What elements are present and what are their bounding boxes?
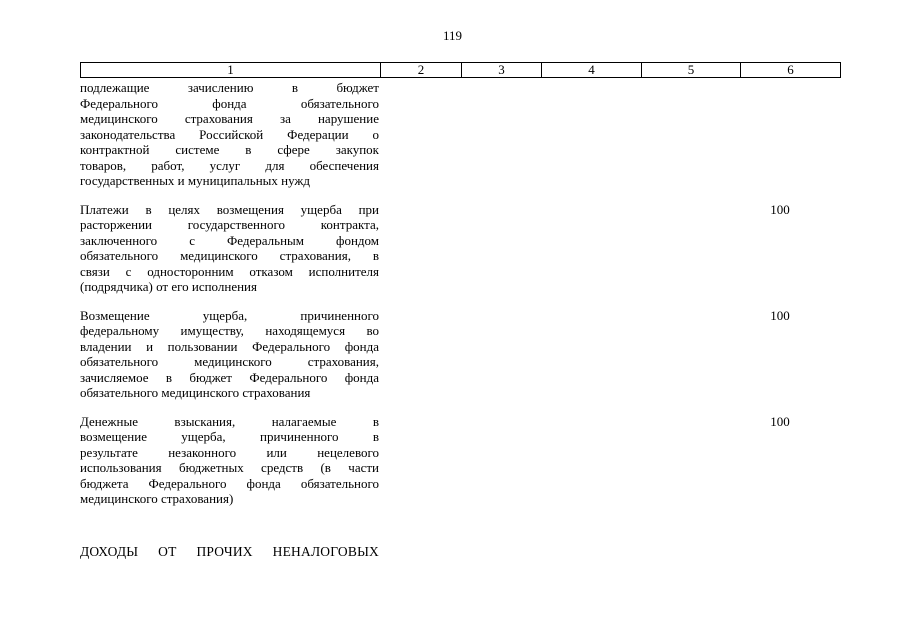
column-header-2: 2 — [381, 63, 462, 78]
text-line: бюджета Федерального фонда обязательного — [80, 475, 379, 491]
text-line: расторжении государственного контракта, — [80, 217, 379, 232]
text-line: использования бюджетных средств (в части — [80, 460, 379, 475]
table-body — [80, 80, 840, 520]
row-description — [80, 80, 379, 189]
text-line: медицинского страхования) — [80, 491, 234, 506]
text-line: (подрядчика) от его исполнения — [80, 279, 257, 294]
text-line: Возмещение ущерба, причиненного — [80, 307, 379, 323]
text-line: Денежные взыскания, налагаемые в — [80, 413, 379, 429]
row-value: 100 — [770, 413, 790, 429]
column-header-4: 4 — [542, 63, 642, 78]
text-line: обязательного медицинского страхования — [80, 385, 311, 400]
table-header — [80, 62, 841, 78]
page-number: 119 — [442, 28, 463, 43]
table-row — [80, 414, 840, 507]
text-line: Федерального фонда обязательного — [80, 95, 379, 111]
text-line: результате незаконного или нецелевого — [80, 444, 379, 460]
text-line: обязательного медицинского страхования, — [80, 354, 379, 369]
table-row — [80, 308, 840, 401]
section-heading: ДОХОДЫ ОТ ПРОЧИХ НЕНАЛОГОВЫХ — [80, 544, 379, 559]
row-description — [80, 308, 379, 401]
text-line: законодательства Российской Федерации о — [80, 126, 379, 142]
text-line: заключенного с Федеральным фондом — [80, 232, 379, 248]
text-line: владении и пользовании Федерального фонда — [80, 338, 379, 354]
text-line: государственных и муниципальных нужд — [80, 173, 311, 188]
row-value: 100 — [770, 307, 790, 323]
row-value: 100 — [770, 201, 790, 217]
text-line: подлежащие зачислению в бюджет — [80, 80, 379, 95]
text-line: Платежи в целях возмещения ущерба при — [80, 201, 379, 217]
text-line: связи с односторонним отказом исполнителя — [80, 263, 379, 279]
table-row — [80, 80, 840, 189]
text-line: медицинского страхования за нарушение — [80, 111, 379, 126]
table-row — [80, 202, 840, 295]
text-line: контрактной системе в сфере закупок — [80, 142, 379, 157]
text-line: федеральному имуществу, находящемуся во — [80, 323, 379, 338]
column-header-6: 6 — [741, 63, 841, 78]
column-header-3: 3 — [462, 63, 542, 78]
text-line: товаров, работ, услуг для обеспечения — [80, 157, 379, 173]
row-description — [80, 414, 379, 507]
text-line: зачисляемое в бюджет Федерального фонда — [80, 369, 379, 385]
text-line: обязательного медицинского страхования, в — [80, 248, 379, 263]
column-header-5: 5 — [642, 63, 741, 78]
column-header-1: 1 — [81, 63, 381, 78]
text-line: возмещение ущерба, причиненного в — [80, 429, 379, 444]
row-description — [80, 202, 379, 295]
